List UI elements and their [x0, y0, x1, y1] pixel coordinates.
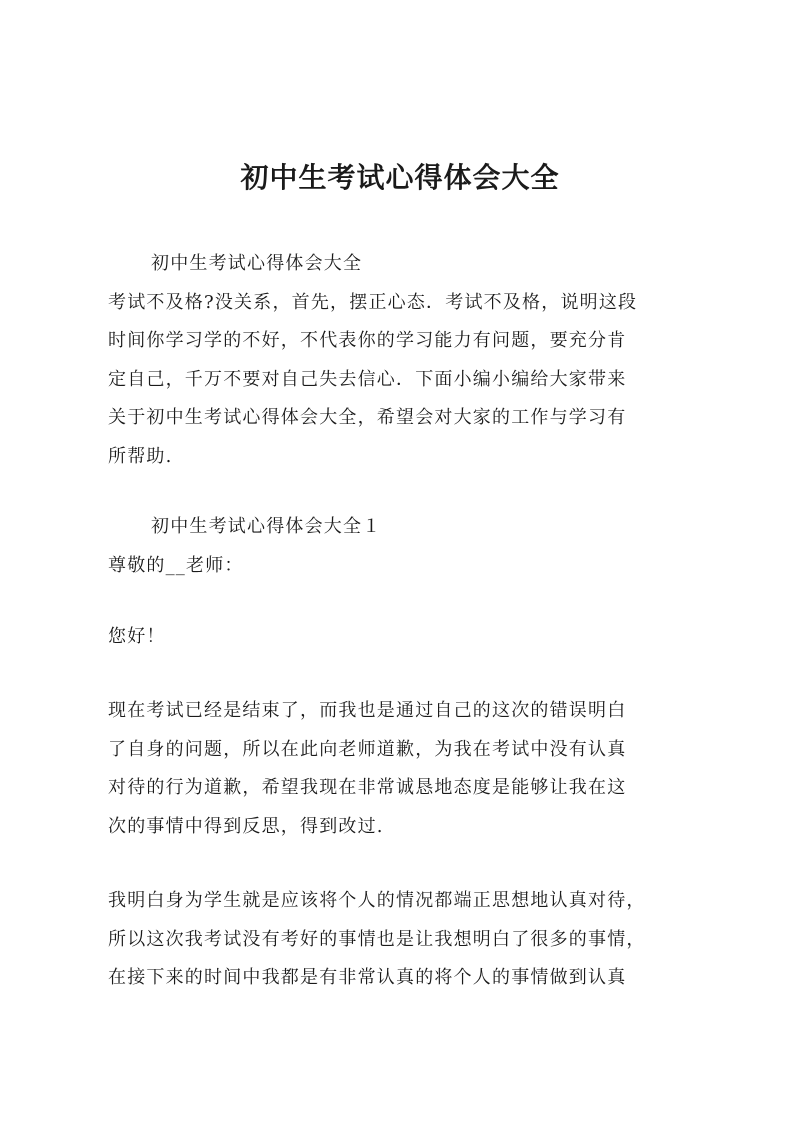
paragraph-line: 次的事情中得到反思，得到改过. [108, 815, 384, 837]
intro-line: 时间你学习学的不好，不代表你的学习能力有问题，要充分肯 [108, 330, 627, 351]
intro-heading: 初中生考试心得体会大全 [151, 253, 363, 274]
paragraph-1 [108, 692, 708, 846]
intro-section [108, 245, 708, 476]
greeting: 您好！ [108, 626, 166, 647]
paragraph-line: 了自身的问题，所以在此向老师道歉，为我在考试中没有认真 [108, 738, 627, 760]
section1-header [108, 508, 708, 585]
document-title: 初中生考试心得体会大全 [240, 161, 560, 194]
paragraph-line: 对待的行为道歉，希望我现在非常诚恳地态度是能够让我在这 [108, 777, 627, 798]
paragraph-line: 所以这次我考试没有考好的事情也是让我想明白了很多的事情， [108, 928, 646, 950]
intro-line: 考试不及格?没关系，首先，摆正心态．考试不及格，说明这段 [108, 291, 638, 313]
paragraph-line: 我明白身为学生就是应该将个人的情况都端正思想地认真对待， [108, 890, 646, 911]
intro-line: 所帮助. [108, 445, 173, 467]
paragraph-line: 在接下来的时间中我都是有非常认真的将个人的事情做到认真 [108, 967, 627, 988]
intro-line: 定自己，千万不要对自己失去信心．下面小编小编给大家带来 [108, 368, 627, 390]
paragraph-2 [108, 882, 708, 998]
paragraph-line: 现在考试已经是结束了，而我也是通过自己的这次的错误明白 [108, 700, 627, 721]
section-heading: 初中生考试心得体会大全１ [151, 516, 382, 537]
intro-line: 关于初中生考试心得体会大全，希望会对大家的工作与学习有 [108, 407, 627, 428]
salutation: 尊敬的__老师： [108, 554, 244, 576]
greeting-block [108, 618, 708, 657]
